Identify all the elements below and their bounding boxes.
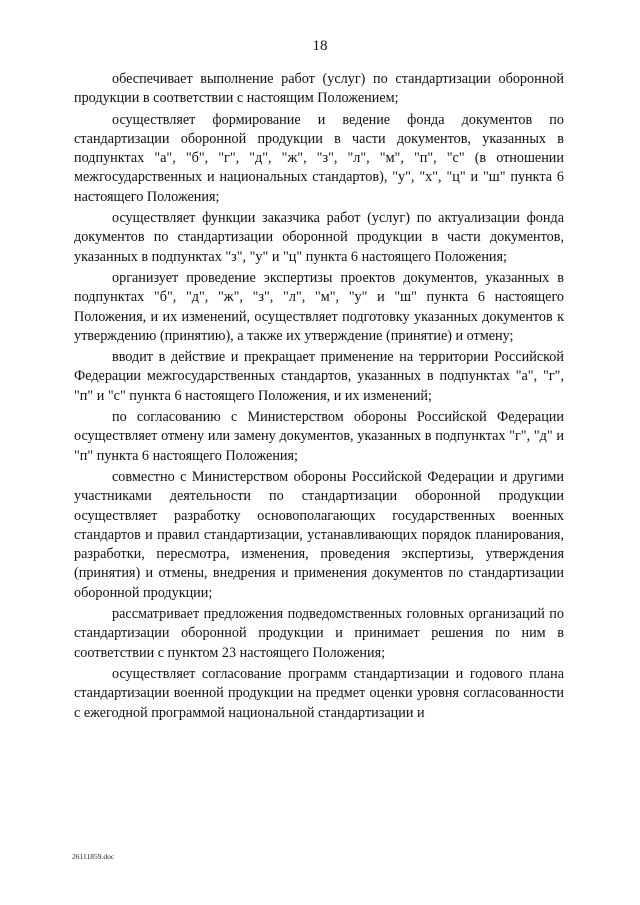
paragraph-5: вводит в действие и прекращает применение на территории Российской Федерации межгосударственных стандартов, указанных в подпунктах "а", "г", "п" и "с" пункта 6 настоящего Положения, и их изменений; — [74, 349, 564, 404]
paragraph-6: по согласованию с Министерством обороны Российской Федерации осуществляет отмену или замену документов, указанных в подпунктах "г", "д" и "п" пункта 6 настоящего Положения; — [74, 409, 564, 464]
document-body — [74, 70, 564, 725]
page-number: 18 — [312, 38, 328, 54]
paragraph-2: осуществляет формирование и ведение фонда документов по стандартизации оборонной продукции в части документов, указанных в подпунктах "а", "б", "г", "д", "ж", "з", "л", "м", "п", "с" (в отношении межгосударственных и национальных стандартов), "у", "х", "ц" и "ш" пункта 6 настоящего Положения; — [74, 111, 564, 205]
paragraph-1: обеспечивает выполнение работ (услуг) по стандартизации оборонной продукции в соответствии с настоящим Положением; — [74, 71, 564, 107]
paragraph-7: совместно с Министерством обороны Российской Федерации и другими участниками деятельности по стандартизации оборонной продукции осуществляет разработку основополагающих государственных военных стандартов и правил стандартизации, устанавливающих порядок планирования, разработки, пересмотра, изменения, проведения экспертизы, утверждения (принятия) и отмены, внедрения и применения документов по стандартизации оборонной продукции; — [74, 468, 564, 601]
paragraph-8: рассматривает предложения подведомственных головных организаций по стандартизации оборонной продукции и принимает решения по ним в соответствии с пунктом 23 настоящего Положения; — [74, 606, 564, 661]
paragraph-4: организует проведение экспертизы проектов документов, указанных в подпунктах "б", "д", "ж", "з", "л", "м", "у" и "ш" пункта 6 настоящего Положения, и их изменений, осуществляет подготовку указанных документов к утверждению (принятию), а также их утверждение (принятие) и отмену; — [74, 269, 564, 344]
paragraph-3: осуществляет функции заказчика работ (услуг) по актуализации фонда документов по стандартизации оборонной продукции в части документов, указанных в подпунктах "з", "у" и "ц" пункта 6 настоящего Положения; — [74, 210, 564, 265]
document-file-code: 26111859.doc — [72, 852, 115, 861]
paragraph-9: осуществляет согласование программ стандартизации и годового плана стандартизации военной продукции на предмет оценки уровня согласованности с ежегодной программой национальной стандартизации и — [74, 665, 564, 721]
